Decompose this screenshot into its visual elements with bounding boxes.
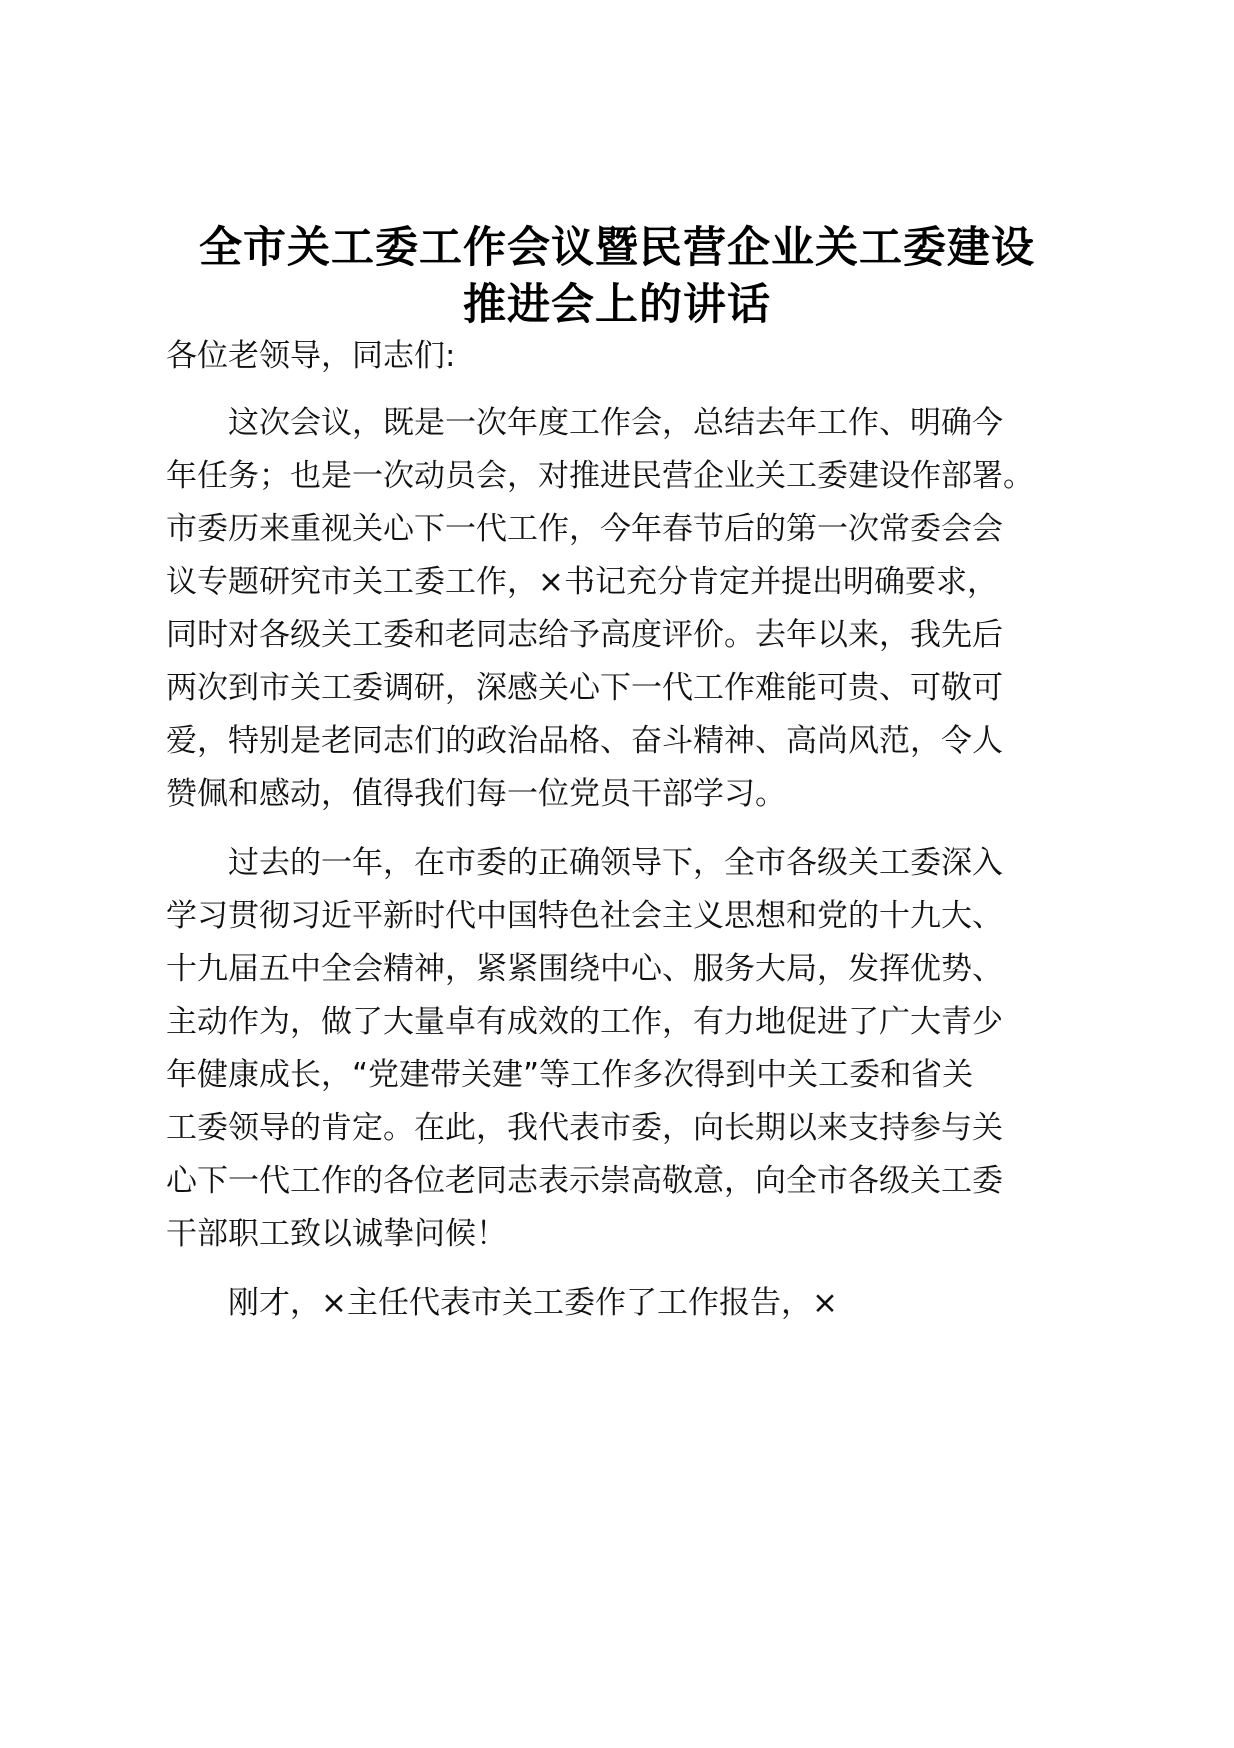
paragraph-1-line: 议专题研究市关工委工作，×书记充分肯定并提出明确要求， [166, 564, 998, 600]
paragraph-1-line: 这次会议，既是一次年度工作会，总结去年工作、明确今 [166, 405, 1003, 441]
paragraph-2-line: 学习贯彻习近平新时代中国特色社会主义思想和党的十九大、 [166, 898, 1003, 934]
paragraph-1-line: 年任务；也是一次动员会，对推进民营企业关工委建设作部署。 [166, 458, 1034, 494]
paragraph-2-line: 十九届五中全会精神，紧紧围绕中心、服务大局，发挥优势、 [166, 951, 1003, 987]
paragraph-1-line: 爱，特别是老同志们的政治品格、奋斗精神、高尚风范，令人 [166, 723, 1003, 759]
document-title-line-2: 推进会上的讲话 [463, 280, 771, 330]
document-title-line-1: 全市关工委工作会议暨民营企业关工委建设 [199, 223, 1035, 273]
salutation: 各位老领导，同志们: [166, 338, 456, 374]
paragraph-2-line: 工委领导的肯定。在此，我代表市委，向长期以来支持参与关 [166, 1110, 1003, 1146]
paragraph-1-line: 市委历来重视关心下一代工作，今年春节后的第一次常委会会 [166, 511, 1003, 547]
paragraph-1-line: 赞佩和感动，值得我们每一位党员干部学习。 [166, 776, 786, 812]
paragraph-2-line: 过去的一年，在市委的正确领导下，全市各级关工委深入 [166, 845, 1003, 881]
paragraph-1-line: 同时对各级关工委和老同志给予高度评价。去年以来，我先后 [166, 617, 1003, 653]
paragraph-2-line: 干部职工致以诚挚问候！ [166, 1216, 507, 1252]
paragraph-2-line: 主动作为，做了大量卓有成效的工作，有力地促进了广大青少 [166, 1004, 1003, 1040]
paragraph-2-line: 心下一代工作的各位老同志表示崇高敬意，向全市各级关工委 [166, 1163, 1003, 1199]
paragraph-1-line: 两次到市关工委调研，深感关心下一代工作难能可贵、可敬可 [166, 670, 1003, 706]
paragraph-2-line: 年健康成长，“党建带关建”等工作多次得到中关工委和省关 [166, 1057, 974, 1093]
paragraph-3-line: 刚才，×主任代表市关工委作了工作报告，× [166, 1285, 838, 1321]
